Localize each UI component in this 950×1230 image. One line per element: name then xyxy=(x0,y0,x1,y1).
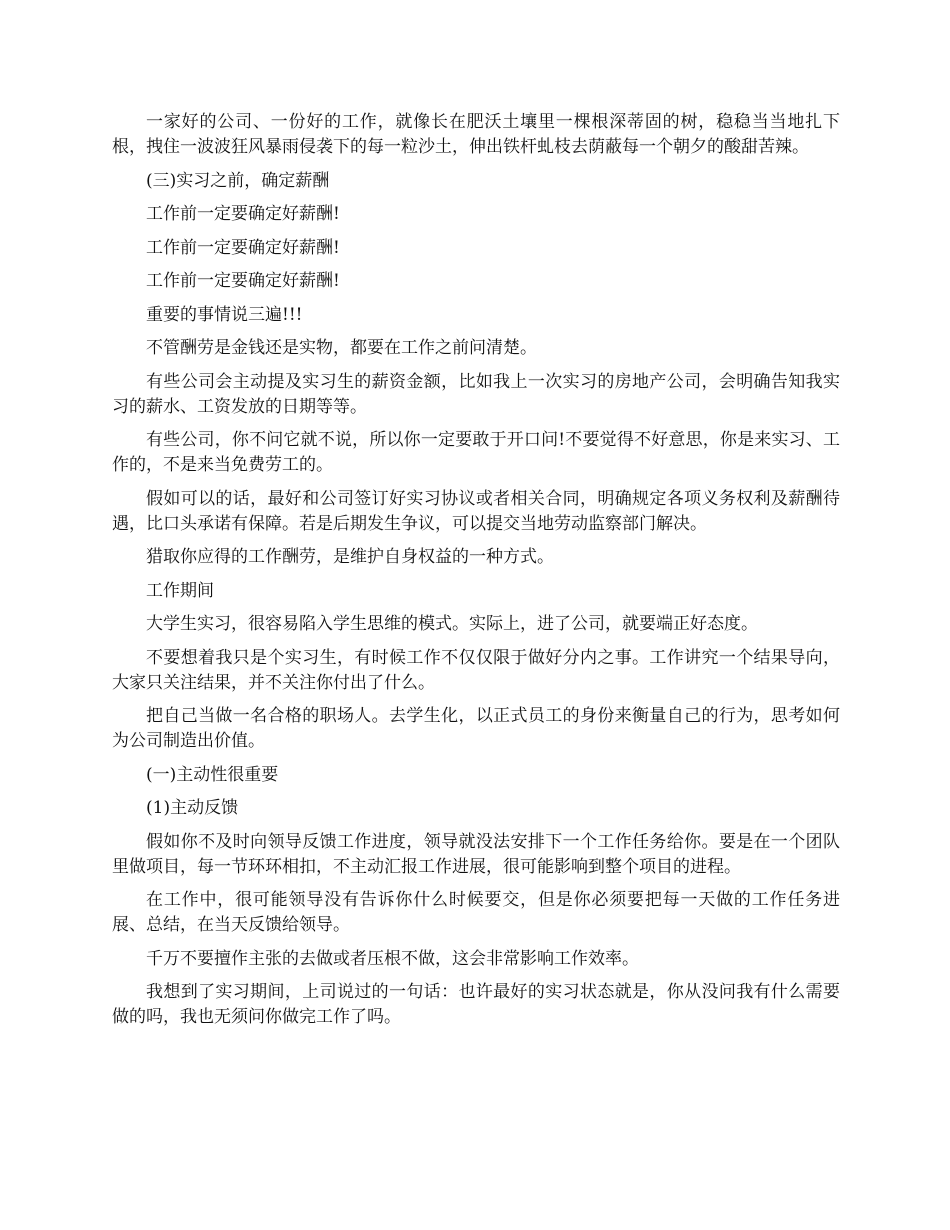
paragraph: 不要想着我只是个实习生，有时候工作不仅仅限于做好分内之事。工作讲究一个结果导向，大家只关注结果，并不关注你付出了什么。 xyxy=(112,647,840,693)
document-body xyxy=(112,110,840,1039)
section-heading: (一)主动性很重要 xyxy=(146,764,279,785)
paragraph: 大学生实习，很容易陷入学生思维的模式。实际上，进了公司，就要端正好态度。 xyxy=(146,614,758,634)
paragraph: 重要的事情说三遍!!! xyxy=(146,304,303,325)
paragraph: 工作前一定要确定好薪酬! xyxy=(146,204,340,224)
paragraph: 千万不要擅作主张的去做或者压根不做，这会非常影响工作效率。 xyxy=(146,948,639,969)
paragraph: 我想到了实习期间，上司说过的一句话：也许最好的实习状态就是，你从没问我有什么需要做的吗，我也无须问你做完工作了吗。 xyxy=(112,982,840,1027)
section-heading: 工作期间 xyxy=(146,580,214,601)
paragraph: 一家好的公司、一份好的工作，就像长在肥沃土壤里一棵根深蒂固的树，稳稳当当地扎下根，拽住一波波狂风暴雨侵袭下的每一粒沙土，伸出铁杆虬枝去荫蔽每一个朝夕的酸甜苦辣。 xyxy=(112,112,840,157)
paragraph: 有些公司，你不问它就不说，所以你一定要敢于开口问!不要觉得不好意思，你是来实习、工作的，不是来当免费劳工的。 xyxy=(112,430,840,475)
paragraph: 工作前一定要确定好薪酬! xyxy=(146,237,340,258)
paragraph: 假如你不及时向领导反馈工作进度，领导就没法安排下一个工作任务给你。要是在一个团队里做项目，每一节环环相扣，不主动汇报工作进展，很可能影响到整个项目的进程。 xyxy=(112,831,840,877)
paragraph: 在工作中，很可能领导没有告诉你什么时候要交，但是你必须要把每一天做的工作任务进展、总结，在当天反馈给领导。 xyxy=(112,890,840,935)
paragraph: 假如可以的话，最好和公司签订好实习协议或者相关合同，明确规定各项义务权利及薪酬待遇，比口头承诺有保障。若是后期发生争议，可以提交当地劳动监察部门解决。 xyxy=(112,488,840,534)
subsection-heading: (1)主动反馈 xyxy=(146,798,239,818)
paragraph: 有些公司会主动提及实习生的薪资金额，比如我上一次实习的房地产公司，会明确告知我实习的薪水、工资发放的日期等等。 xyxy=(112,371,840,417)
section-heading: (三)实习之前，确定薪酬 xyxy=(146,170,330,191)
paragraph: 猎取你应得的工作酬劳，是维护自身权益的一种方式。 xyxy=(146,547,554,567)
paragraph: 工作前一定要确定好薪酬! xyxy=(146,271,340,291)
paragraph: 不管酬劳是金钱还是实物，都要在工作之前问清楚。 xyxy=(146,338,537,358)
paragraph: 把自己当做一名合格的职场人。去学生化，以正式员工的身份来衡量自己的行为，思考如何为公司制造出价值。 xyxy=(112,706,840,751)
